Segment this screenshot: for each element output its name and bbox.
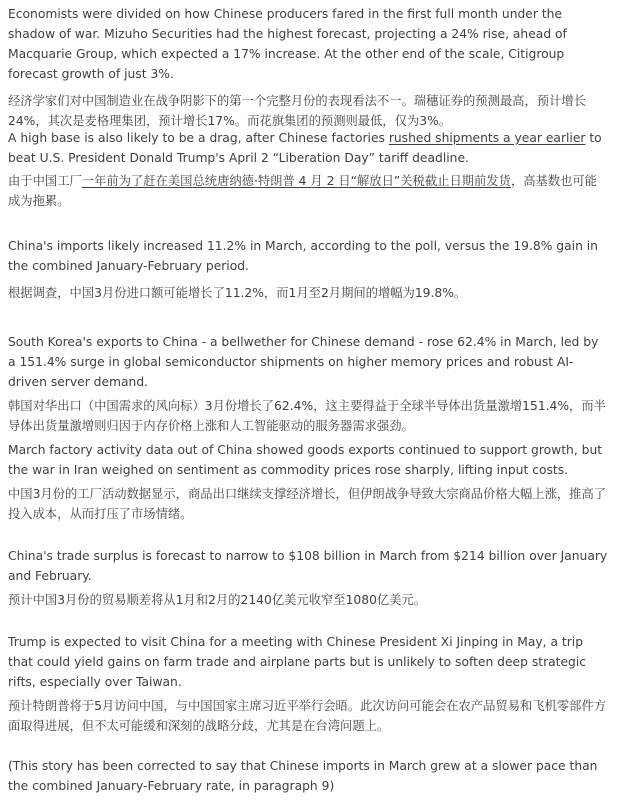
shipments-link-zh[interactable]: 一年前为了赶在美国总统唐纳德·特朗普 4 月 2 日“解放日”关税截止日期前发货: [81, 174, 511, 188]
paragraph-correction: [8, 756, 608, 796]
paragraph-text: to beat U.S. President Donald Trump's April 2 “Liberation Day” tariff deadline.: [8, 131, 602, 165]
correction-note: (This story has been corrected to say that Chinese imports in March grew at a slower pace than the combined January-February rate, in paragraph 9): [8, 759, 598, 793]
paragraph-text: 由于中国工厂: [8, 174, 82, 188]
paragraph-zh: 根据调查，中国3月份进口额可能增长了11.2%，而1月至2月期间的增幅为19.8%。: [8, 286, 467, 300]
paragraph-zh: 韩国对华出口（中国需求的风向标）3月份增长了62.4%，这主要得益于全球半导体出货量激增151.4%，而半导体出货量激增则归因于内存价格上涨和人工智能驱动的服务器需求强劲。: [8, 399, 606, 433]
paragraph-en: Economists were divided on how Chinese producers fared in the first full month under the shadow of war. Mizuho Securities had the highest forecast, projecting a 24% rise, ahead of Macquarie Group, which expected a 17% increase. At the other end of the scale, Citigroup forecast growth of just 3%.: [8, 7, 567, 81]
paragraph-south-korea: [8, 332, 608, 436]
paragraph-en: South Korea's exports to China - a bellwether for Chinese demand - rose 62.4% in March, led by a 151.4% surge in global semiconductor shipments on higher memory prices and robust AI-driven server demand.: [8, 335, 599, 389]
paragraph-imports: [8, 236, 608, 303]
paragraph-en: March factory activity data out of China showed goods exports continued to support growth, but the war in Iran weighed on sentiment as commodity prices rose sharply, lifting input costs.: [8, 443, 603, 477]
paragraph-zh: 预计特朗普将于5月访问中国，与中国国家主席习近平举行会晤。此次访问可能会在农产品贸易和飞机零部件方面取得进展，但不太可能缓和深刻的战略分歧，尤其是在台湾问题上。: [8, 699, 607, 733]
paragraph-en: China's imports likely increased 11.2% in March, according to the poll, versus the 19.8% gain in the combined January-February period.: [8, 239, 598, 273]
paragraph-text: A high base is also likely to be a drag, after Chinese factories: [8, 131, 389, 145]
paragraph-zh: 预计中国3月份的贸易顺差将从1月和2月的2140亿美元收窄至1080亿美元。: [8, 593, 427, 607]
paragraph-zh: 中国3月份的工厂活动数据显示，商品出口继续支撑经济增长，但伊朗战争导致大宗商品价格大幅上涨，推高了投入成本，从而打压了市场情绪。: [8, 487, 607, 521]
paragraph-en: Trump is expected to visit China for a meeting with Chinese President Xi Jinping in May, a trip that could yield gains on farm trade and airplane parts but is unlikely to soften deep strategic rifts, especially over Taiwan.: [8, 635, 587, 689]
paragraph-en: China's trade surplus is forecast to narrow to $108 billion in March from $214 billion over January and February.: [8, 549, 608, 583]
rushed-shipments-link[interactable]: rushed shipments a year earlier: [388, 131, 586, 145]
paragraph-en: [8, 128, 608, 168]
paragraph-factory-activity: [8, 440, 608, 524]
paragraph-trump-visit: [8, 632, 608, 736]
paragraph-trade-surplus: [8, 546, 608, 610]
paragraph-zh: 经济学家们对中国制造业在战争阴影下的第一个完整月份的表现看法不一。瑞穗证券的预测最高，预计增长24%，其次是麦格理集团，预计增长17%。而花旗集团的预测则最低，仅为3%。: [8, 94, 586, 128]
paragraph-text: ，高基数也可能成为拖累。: [8, 174, 598, 208]
paragraph-forecasts: [8, 4, 608, 131]
paragraph-zh: [8, 171, 608, 211]
paragraph-high-base: [8, 128, 608, 211]
